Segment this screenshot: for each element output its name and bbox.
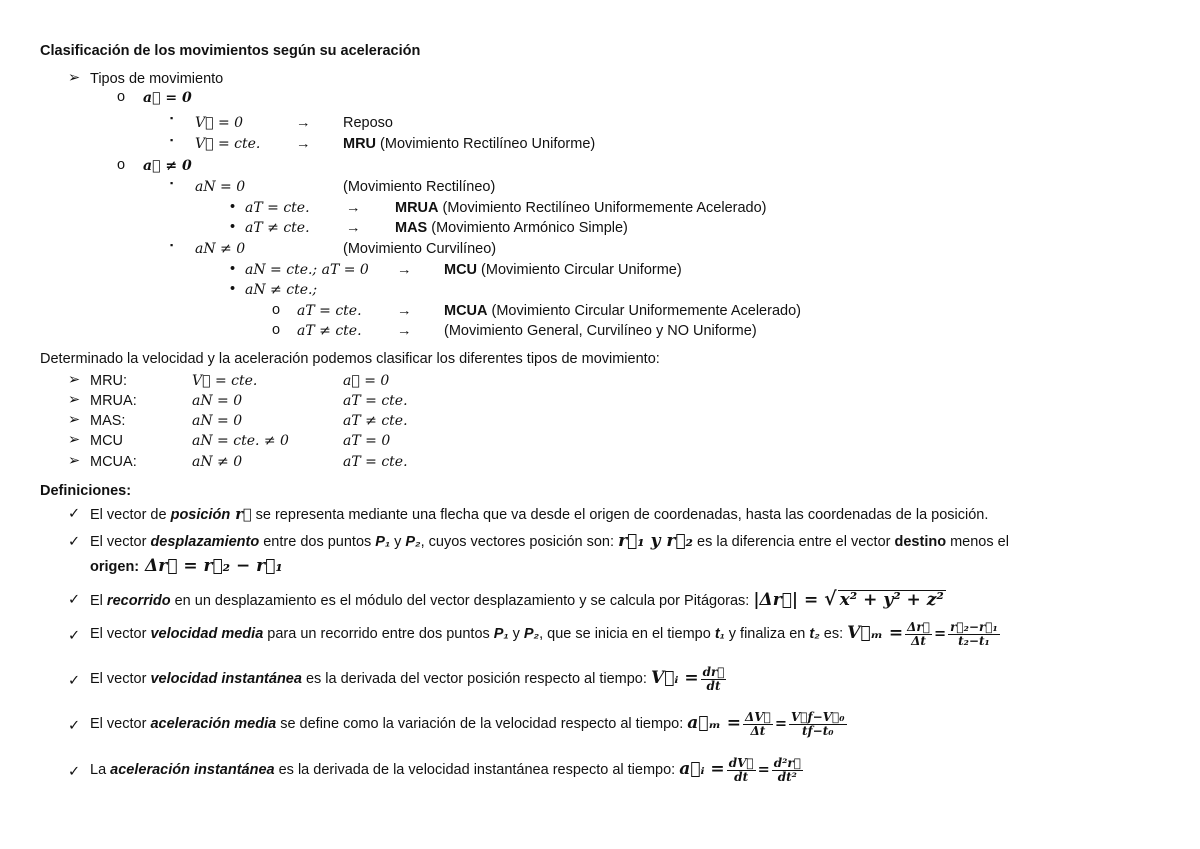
numerator: dr⃗	[702, 664, 725, 679]
general-desc: (Movimiento General, Curvilíneo y NO Uniforme)	[444, 323, 757, 339]
numerator: Δr⃗	[907, 619, 930, 634]
square-bullet-icon: ▪	[170, 240, 174, 250]
arrow-right-icon: →	[397, 262, 412, 278]
summary-intro: Determinado la velocidad y la aceleración podemos clasificar los diferentes tipos de movimiento:	[40, 351, 660, 367]
def-text: y finaliza en	[724, 626, 810, 642]
cond-an-nonzero: aN ≠ 0	[195, 241, 246, 257]
check-icon: ✓	[68, 673, 81, 689]
def-desplazamiento-cont	[90, 557, 283, 576]
sqrt-icon: √	[824, 588, 837, 610]
circle-bullet-icon: o	[272, 302, 281, 318]
arrow-bullet-icon: ➢	[68, 70, 81, 86]
fraction	[905, 621, 932, 648]
time-label: t₁	[714, 626, 725, 642]
def-recorrido	[90, 590, 946, 610]
dot-bullet-icon: •	[230, 199, 236, 215]
mcu-term: MCU	[444, 262, 478, 278]
summary-name: MRUA:	[90, 393, 137, 409]
denominator: dt²	[777, 769, 797, 784]
arrow-right-icon: →	[397, 303, 412, 319]
arrow-bullet-icon: ➢	[68, 392, 81, 408]
def-text: es la derivada de la velocidad instantánea respecto al tiempo:	[274, 762, 680, 778]
square-bullet-icon: ▪	[170, 178, 174, 188]
numerator: V⃗f−V⃗₀	[791, 709, 845, 724]
def-text: y	[390, 534, 406, 550]
denominator: t₂−t₁	[958, 633, 990, 648]
equals-sign: =	[774, 715, 787, 732]
def-text: entre dos puntos	[259, 534, 376, 550]
def-term: posición	[170, 507, 231, 523]
def-text: para un recorrido entre dos puntos	[263, 626, 494, 642]
cond-a-zero: a⃗ = 0	[143, 90, 192, 106]
cond-at-ne-cte: aT ≠ cte.	[245, 220, 310, 236]
arrow-right-icon: →	[397, 323, 412, 339]
mrua-desc	[395, 199, 767, 217]
def-text: menos el	[946, 534, 1009, 550]
mcua-text: (Movimiento Circular Uniformemente Acelerado)	[487, 303, 801, 319]
fraction	[743, 711, 773, 738]
summary-cond-2: a⃗ = 0	[343, 373, 390, 389]
mas-term: MAS	[395, 220, 428, 236]
def-term: velocidad instantánea	[150, 671, 302, 687]
def-symbol: r⃗₁ y r⃗₂	[618, 531, 693, 551]
tipos-label: Tipos de movimiento	[90, 71, 224, 87]
summary-cond-1: aN = 0	[192, 393, 243, 409]
denominator: dt	[734, 769, 749, 784]
def-text: y	[508, 626, 524, 642]
def-term: aceleración instantánea	[110, 762, 275, 778]
definitions-heading: Definiciones:	[40, 483, 132, 499]
dot-bullet-icon: •	[230, 281, 236, 297]
check-icon: ✓	[68, 628, 81, 644]
numerator: r⃗₂−r⃗₁	[950, 619, 998, 634]
mrua-term: MRUA	[395, 200, 439, 216]
point-label: P₁	[375, 534, 391, 550]
cond-an-zero: aN = 0	[195, 179, 246, 195]
fraction	[948, 621, 1000, 648]
arrow-bullet-icon: ➢	[68, 372, 81, 388]
mru-text: (Movimiento Rectilíneo Uniforme)	[376, 136, 596, 152]
fraction	[772, 757, 803, 784]
def-velocidad-media	[90, 618, 1002, 649]
arrow-right-icon: →	[296, 115, 311, 131]
denominator: tf−t₀	[801, 723, 834, 738]
summary-cond-2: aT ≠ cte.	[343, 413, 408, 429]
circle-bullet-icon: o	[117, 89, 126, 105]
def-text: es la diferencia entre el vector	[693, 534, 895, 550]
numerator: dV⃗	[728, 755, 754, 770]
summary-name: MCU	[90, 433, 124, 449]
point-label: P₂	[523, 626, 540, 642]
fraction	[727, 757, 756, 784]
arrow-bullet-icon: ➢	[68, 453, 81, 469]
def-term: aceleración media	[150, 716, 277, 732]
summary-cond-2: aT = cte.	[343, 393, 408, 409]
page-title: Clasificación de los movimientos según su aceleración	[40, 43, 421, 59]
def-text: se representa mediante una flecha que va desde el origen de coordenadas, hasta las coordenadas de la posición.	[251, 507, 989, 523]
def-text: El vector de	[90, 507, 171, 523]
mas-desc	[395, 219, 628, 237]
summary-cond-1: aN = 0	[192, 413, 243, 429]
summary-name: MCUA:	[90, 454, 137, 470]
summary-name: MRU:	[90, 373, 128, 389]
equals-sign: =	[933, 625, 947, 642]
arrow-bullet-icon: ➢	[68, 432, 81, 448]
def-equation: a⃗ᵢ =	[679, 759, 725, 779]
check-icon: ✓	[68, 764, 81, 780]
def-equation: V⃗ᵢ =	[650, 668, 699, 688]
summary-name: MAS:	[90, 413, 126, 429]
def-text: es:	[819, 626, 848, 642]
check-icon: ✓	[68, 534, 81, 550]
arrow-right-icon: →	[296, 136, 311, 152]
def-equation: Δr⃗ = r⃗₂ − r⃗₁	[139, 556, 283, 576]
rectilineo-label: (Movimiento Rectilíneo)	[343, 179, 496, 195]
def-text: El vector	[90, 534, 151, 550]
fraction	[701, 666, 727, 693]
def-text: , cuyos vectores posición son:	[420, 534, 619, 550]
arrow-right-icon: →	[346, 220, 361, 236]
reposo-label: Reposo	[343, 115, 393, 131]
def-text: en un desplazamiento es el módulo del vector desplazamiento y se calcula por Pitágoras:	[170, 593, 754, 609]
square-bullet-icon: ▪	[170, 113, 174, 123]
def-posicion	[90, 506, 988, 524]
summary-cond-1: V⃗ = cte.	[192, 373, 258, 389]
mas-text: (Movimiento Armónico Simple)	[427, 220, 628, 236]
def-aceleracion-instantanea	[90, 754, 805, 785]
check-icon: ✓	[68, 506, 81, 522]
def-text: se define como la variación de la velocidad respecto al tiempo:	[276, 716, 688, 732]
mru-desc	[343, 135, 595, 153]
cond-mcu: aN = cte.; aT = 0	[245, 262, 369, 278]
arrow-right-icon: →	[346, 200, 361, 216]
def-term: recorrido	[106, 593, 171, 609]
def-velocidad-instantanea	[90, 663, 728, 694]
summary-cond-2: aT = cte.	[343, 454, 408, 470]
def-term: velocidad media	[150, 626, 264, 642]
def-equation: |Δr⃗| =	[753, 590, 825, 610]
circle-bullet-icon: o	[272, 322, 281, 338]
equals-sign: =	[757, 761, 770, 778]
def-symbol: r⃗	[230, 506, 252, 523]
time-label: t₂	[809, 626, 820, 642]
cond-a-nonzero: a⃗ ≠ 0	[143, 158, 192, 174]
def-text: es la derivada del vector posición respecto al tiempo:	[301, 671, 651, 687]
numerator: ΔV⃗	[745, 709, 771, 724]
numerator: d²r⃗	[773, 755, 801, 770]
def-aceleracion-media	[90, 708, 849, 739]
circle-bullet-icon: o	[117, 157, 126, 173]
def-term: destino	[894, 534, 947, 550]
fraction	[789, 711, 847, 738]
cond-v-cte: V⃗ = cte.	[195, 136, 261, 152]
denominator: Δt	[911, 633, 926, 648]
def-text: El vector	[90, 716, 151, 732]
dot-bullet-icon: •	[230, 261, 236, 277]
cond-mcua: aT = cte.	[297, 303, 362, 319]
check-icon: ✓	[68, 592, 81, 608]
mcu-text: (Movimiento Circular Uniforme)	[477, 262, 682, 278]
def-text: , que se inicia en el tiempo	[539, 626, 715, 642]
mcu-desc	[444, 261, 682, 279]
cond-v-zero: V⃗ = 0	[195, 115, 244, 131]
def-text: El vector	[90, 671, 151, 687]
cond-at-cte: aT = cte.	[245, 200, 310, 216]
mrua-text: (Movimiento Rectilíneo Uniformemente Acelerado)	[438, 200, 767, 216]
def-equation: a⃗ₘ =	[687, 713, 742, 733]
def-desplazamiento	[90, 532, 1009, 551]
def-term: origen:	[90, 559, 140, 575]
mcua-term: MCUA	[444, 303, 488, 319]
cond-general: aT ≠ cte.	[297, 323, 362, 339]
curvilineo-label: (Movimiento Curvilíneo)	[343, 241, 497, 257]
def-text: La	[90, 762, 111, 778]
square-bullet-icon: ▪	[170, 135, 174, 145]
dot-bullet-icon: •	[230, 219, 236, 235]
mcua-desc	[444, 302, 801, 320]
denominator: dt	[706, 678, 721, 693]
def-text: El vector	[90, 626, 151, 642]
arrow-bullet-icon: ➢	[68, 412, 81, 428]
point-label: P₂	[405, 534, 421, 550]
cond-an-ne-cte: aN ≠ cte.;	[245, 282, 318, 298]
def-equation: V⃗ₘ =	[847, 623, 904, 643]
denominator: Δt	[750, 723, 766, 738]
check-icon: ✓	[68, 718, 81, 734]
point-label: P₁	[493, 626, 509, 642]
summary-cond-2: aT = 0	[343, 433, 391, 449]
def-equation: x² + y² + z²	[839, 590, 944, 610]
summary-cond-1: aN ≠ 0	[192, 454, 243, 470]
mru-term: MRU	[343, 136, 377, 152]
def-text: El	[90, 593, 107, 609]
summary-cond-1: aN = cte. ≠ 0	[192, 433, 289, 449]
def-term: desplazamiento	[150, 534, 260, 550]
